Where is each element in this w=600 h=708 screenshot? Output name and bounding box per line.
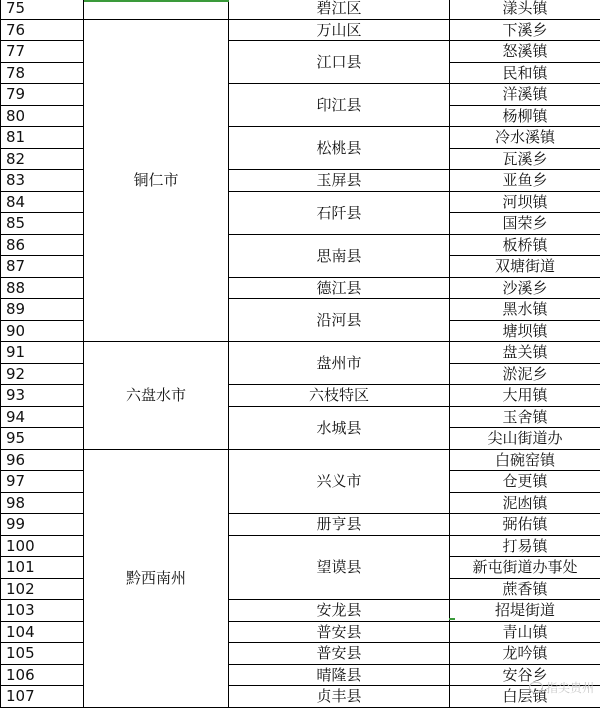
row-number: 102	[1, 578, 84, 600]
county-cell: 六枝特区	[229, 385, 450, 407]
county-cell: 普安县	[229, 643, 450, 665]
row-number: 93	[1, 385, 84, 407]
town-cell: 双塘街道	[450, 256, 600, 278]
row-number: 96	[1, 449, 84, 471]
town-cell: 玉舍镇	[450, 406, 600, 428]
county-cell: 晴隆县	[229, 664, 450, 686]
county-cell: 万山区	[229, 19, 450, 41]
town-cell: 泥凼镇	[450, 492, 600, 514]
row-number: 99	[1, 514, 84, 536]
city-cell: 六盘水市	[84, 342, 229, 450]
town-cell: 蔗香镇	[450, 578, 600, 600]
county-cell: 沿河县	[229, 299, 450, 342]
table-row	[1, 0, 600, 19]
town-cell: 瓦溪乡	[450, 148, 600, 170]
selection-marker	[449, 618, 455, 620]
row-number: 79	[1, 84, 84, 106]
selection-marker	[84, 0, 229, 2]
county-cell: 兴义市	[229, 449, 450, 514]
row-number: 85	[1, 213, 84, 235]
town-cell: 民和镇	[450, 62, 600, 84]
county-cell: 思南县	[229, 234, 450, 277]
county-cell: 水城县	[229, 406, 450, 449]
town-cell: 板桥镇	[450, 234, 600, 256]
city-cell: 黔西南州	[84, 449, 229, 707]
row-number: 89	[1, 299, 84, 321]
row-number: 95	[1, 428, 84, 450]
row-number: 94	[1, 406, 84, 428]
town-cell: 龙吟镇	[450, 643, 600, 665]
row-number: 104	[1, 621, 84, 643]
town-cell: 白碗窑镇	[450, 449, 600, 471]
town-cell: 下溪乡	[450, 19, 600, 41]
row-number: 100	[1, 535, 84, 557]
row-number: 77	[1, 41, 84, 63]
county-cell: 玉屏县	[229, 170, 450, 192]
town-cell: 黑水镇	[450, 299, 600, 321]
row-number: 90	[1, 320, 84, 342]
row-number: 82	[1, 148, 84, 170]
row-number: 92	[1, 363, 84, 385]
watermark	[529, 679, 594, 696]
county-cell: 碧江区	[229, 0, 450, 19]
town-cell: 白层镇	[450, 686, 600, 708]
row-number: 87	[1, 256, 84, 278]
county-cell: 江口县	[229, 41, 450, 84]
town-cell: 盘关镇	[450, 342, 600, 364]
county-cell: 德江县	[229, 277, 450, 299]
county-cell: 盘州市	[229, 342, 450, 385]
town-cell: 漾头镇	[450, 0, 600, 19]
row-number: 97	[1, 471, 84, 493]
town-cell: 杨柳镇	[450, 105, 600, 127]
row-number: 107	[1, 686, 84, 708]
county-cell: 贞丰县	[229, 686, 450, 708]
town-cell: 大用镇	[450, 385, 600, 407]
row-number: 86	[1, 234, 84, 256]
row-number: 101	[1, 557, 84, 579]
row-number: 106	[1, 664, 84, 686]
town-cell: 青山镇	[450, 621, 600, 643]
county-cell: 松桃县	[229, 127, 450, 170]
town-cell: 洋溪镇	[450, 84, 600, 106]
row-number: 88	[1, 277, 84, 299]
town-cell: 打易镇	[450, 535, 600, 557]
town-cell: 塘坝镇	[450, 320, 600, 342]
row-number: 80	[1, 105, 84, 127]
table-row	[1, 449, 600, 471]
town-cell: 冷水溪镇	[450, 127, 600, 149]
county-cell: 安龙县	[229, 600, 450, 622]
town-cell: 河坝镇	[450, 191, 600, 213]
town-cell: 沙溪乡	[450, 277, 600, 299]
town-cell: 弼佑镇	[450, 514, 600, 536]
county-cell: 印江县	[229, 84, 450, 127]
town-cell: 亚鱼乡	[450, 170, 600, 192]
town-cell: 怒溪镇	[450, 41, 600, 63]
table-row	[1, 342, 600, 364]
chat-bubble-icon	[529, 682, 543, 693]
row-number: 83	[1, 170, 84, 192]
county-cell: 普安县	[229, 621, 450, 643]
row-number: 78	[1, 62, 84, 84]
town-cell: 新屯街道办事处	[450, 557, 600, 579]
row-number: 81	[1, 127, 84, 149]
row-number: 98	[1, 492, 84, 514]
town-cell: 国荣乡	[450, 213, 600, 235]
town-cell: 招堤街道	[450, 600, 600, 622]
row-number: 103	[1, 600, 84, 622]
row-number: 105	[1, 643, 84, 665]
row-number: 91	[1, 342, 84, 364]
county-cell: 册亨县	[229, 514, 450, 536]
city-cell: 铜仁市	[84, 19, 229, 342]
town-cell: 尖山街道办	[450, 428, 600, 450]
county-cell: 石阡县	[229, 191, 450, 234]
city-cell	[84, 0, 229, 19]
watermark-text: 指尖贵州	[546, 679, 594, 696]
town-cell: 淤泥乡	[450, 363, 600, 385]
row-number: 75	[1, 0, 84, 19]
table-row	[1, 19, 600, 41]
row-number: 76	[1, 19, 84, 41]
county-cell: 望谟县	[229, 535, 450, 600]
town-cell: 安谷乡	[450, 664, 600, 686]
row-number: 84	[1, 191, 84, 213]
town-cell: 仓更镇	[450, 471, 600, 493]
